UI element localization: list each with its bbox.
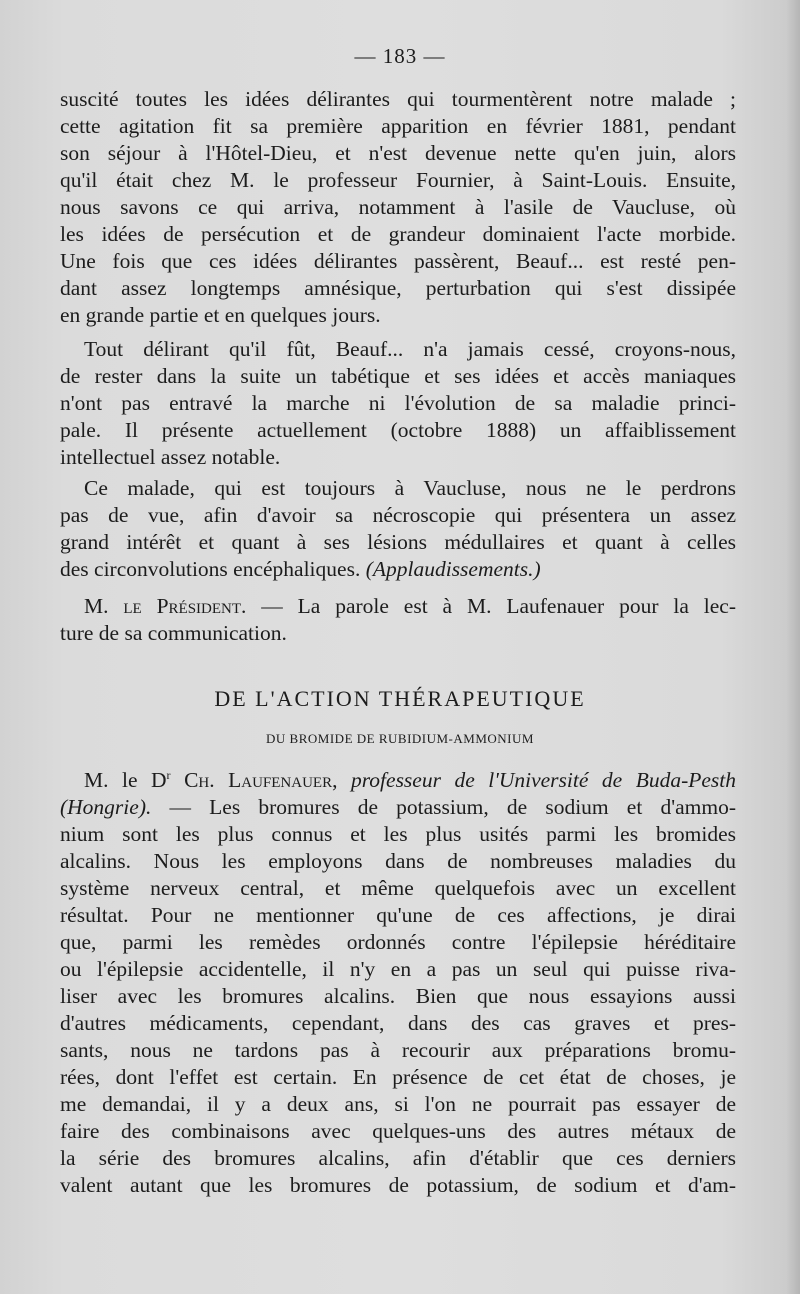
page-edge-shadow: [786, 0, 800, 1294]
text-fragment: — La parole est à M. Laufenauer pour la lec-: [261, 594, 736, 618]
text-line: [60, 593, 736, 620]
text-line: qu'il était chez M. le professeur Fournier, à Saint-Louis. Ensuite,: [60, 168, 736, 192]
text-fragment: M. le D: [84, 768, 167, 792]
text-line: [60, 794, 736, 821]
superscript: r: [166, 767, 171, 782]
text-line: Une fois que ces idées délirantes passèrent, Beauf... est resté pen-: [60, 249, 736, 273]
text-line: ou l'épilepsie accidentelle, il n'y en a pas un seul qui puisse riva-: [60, 957, 736, 981]
text-line: que, parmi les remèdes ordonnés contre l'épilepsie héréditaire: [60, 930, 736, 954]
text-line: intellectuel assez notable.: [60, 445, 281, 469]
paragraph-3: [60, 475, 736, 583]
paragraph-2: [60, 336, 736, 471]
text-line: cette agitation fit sa première apparition en février 1881, pendant: [60, 114, 736, 138]
text-line: rées, dont l'effet est certain. En présence de cet état de choses, je: [60, 1065, 736, 1089]
paragraph-1: [60, 86, 736, 329]
text-line: liser avec les bromures alcalins. Bien que nous essayions aussi: [60, 984, 736, 1008]
text-line: nous savons ce qui arriva, notamment à l'asile de Vaucluse, où: [60, 195, 736, 219]
speaker-affiliation: professeur de l'Université de Buda-Pesth: [350, 768, 737, 792]
text-line: [60, 767, 736, 794]
text-line: faire des combinaisons avec quelques-uns des autres métaux de: [60, 1119, 736, 1143]
text-line: Tout délirant qu'il fût, Beauf... n'a jamais cessé, croyons-nous,: [84, 337, 736, 361]
text-line: pale. Il présente actuellement (octobre 1888) un affaiblissement: [60, 418, 736, 442]
president-paragraph: [60, 593, 736, 647]
text-line: [60, 556, 736, 583]
text-line: alcalins. Nous les employons dans de nombreuses maladies du: [60, 849, 736, 873]
text-line: ture de sa communication.: [60, 621, 287, 645]
president-title: le Président.: [123, 594, 247, 618]
speaker-country: (Hongrie).: [60, 795, 152, 819]
text-line: me demandai, il y a deux ans, si l'on ne pourrait pas essayer de: [60, 1092, 736, 1116]
text-line: en grande partie et en quelques jours.: [60, 303, 381, 327]
text-line: système nerveux central, et même quelquefois avec un excellent: [60, 876, 736, 900]
text-line: Ce malade, qui est toujours à Vaucluse, nous ne le perdrons: [84, 476, 736, 500]
text-line: son séjour à l'Hôtel-Dieu, et n'est devenue nette qu'en juin, alors: [60, 141, 736, 165]
text-line: les idées de persécution et de grandeur dominaient l'acte morbide.: [60, 222, 736, 246]
text-line: d'autres médicaments, cependant, dans des cas graves et pres-: [60, 1011, 736, 1035]
text-line: suscité toutes les idées délirantes qui tourmentèrent notre malade ;: [60, 87, 736, 111]
section-subheading: DU BROMIDE DE RUBIDIUM-AMMONIUM: [266, 731, 534, 746]
text-line: nium sont les plus connus et les plus usités parmi les bromides: [60, 822, 736, 846]
speaker-name: Ch. Laufenauer,: [184, 768, 338, 792]
text-fragment: — Les bromures de potassium, de sodium et d'ammo-: [169, 795, 736, 819]
text-line: valent autant que les bromures de potassium, de sodium et d'am-: [60, 1173, 736, 1197]
page-number: — 183 —: [354, 44, 446, 68]
text-line: n'ont pas entravé la marche ni l'évolution de sa maladie princi-: [60, 391, 736, 415]
text-line: pas de vue, afin d'avoir sa nécroscopie qui présentera un assez: [60, 503, 736, 527]
text-line: dant assez longtemps amnésique, perturbation qui s'est dissipée: [60, 276, 736, 300]
text-line: résultat. Pour ne mentionner qu'une de ces affections, je dirai: [60, 903, 736, 927]
paragraph-4: [60, 767, 736, 1199]
text-line: la série des bromures alcalins, afin d'établir que ces derniers: [60, 1146, 736, 1170]
section-heading: DE L'ACTION THÉRAPEUTIQUE: [214, 686, 586, 711]
text-line: grand intérêt et quant à ses lésions médullaires et quant à celles: [60, 530, 736, 554]
applause-note: (Applaudissements.): [365, 557, 541, 581]
text-line: sants, nous ne tardons pas à recourir aux préparations bromu-: [60, 1038, 736, 1062]
text-line: de rester dans la suite un tabétique et ses idées et accès maniaques: [60, 364, 736, 388]
text-fragment: des circonvolutions encéphaliques.: [60, 557, 361, 581]
text-fragment: M.: [84, 594, 109, 618]
